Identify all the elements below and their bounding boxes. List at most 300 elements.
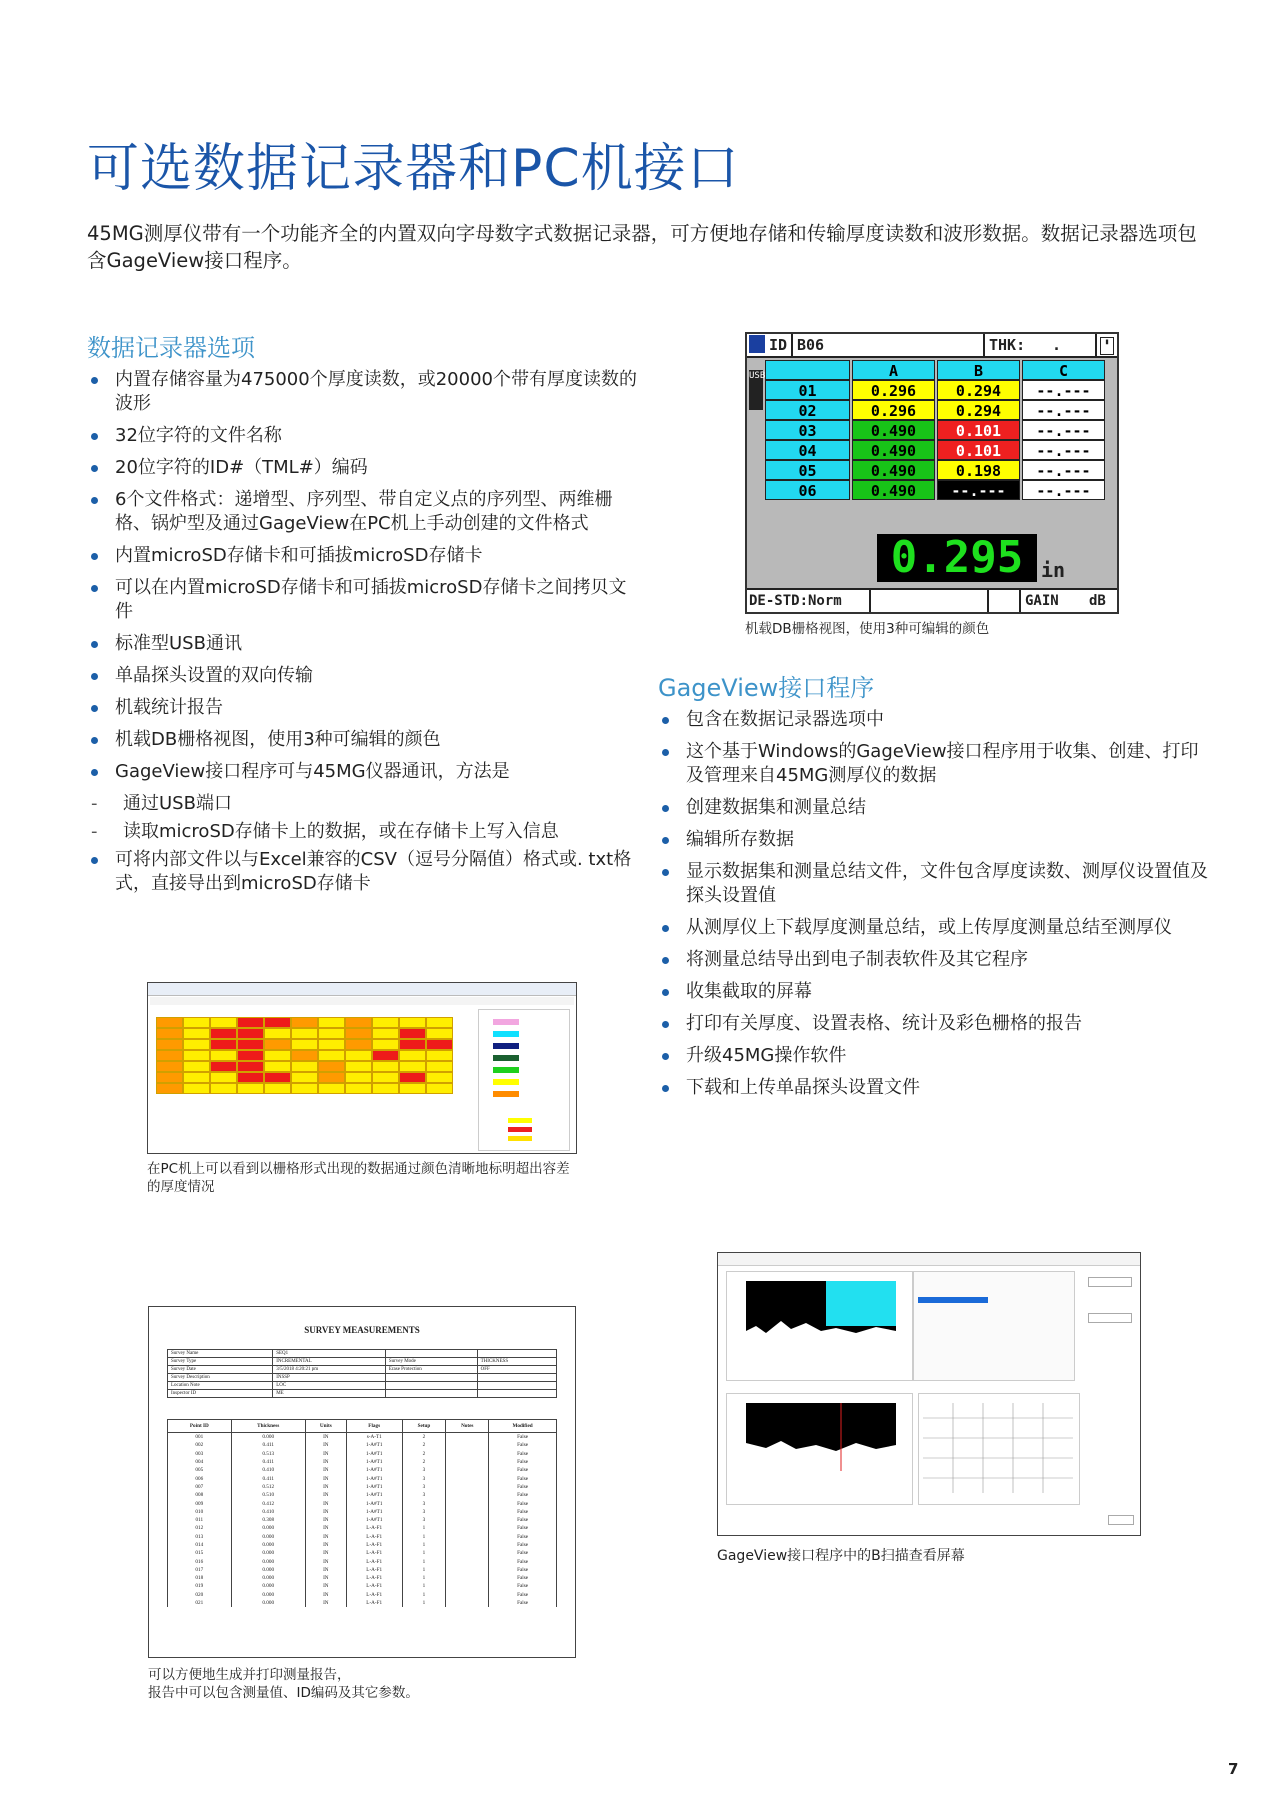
pc-grid-cell: [237, 1061, 264, 1072]
pc-grid-cell: [183, 1039, 210, 1050]
gauge-gain-label: GAIN: [1025, 593, 1059, 609]
survey-cell: False: [489, 1508, 557, 1516]
survey-header-cell: Flags: [346, 1420, 402, 1433]
survey-cell: [446, 1524, 489, 1532]
gauge-column-header: B: [937, 360, 1020, 380]
gauge-cell-c: --.---: [1022, 400, 1105, 420]
survey-measurements-table: [167, 1419, 557, 1607]
survey-cell: False: [489, 1566, 557, 1574]
section-heading-datalogger: 数据记录器选项: [87, 334, 255, 362]
survey-info-cell: [385, 1350, 477, 1358]
survey-cell: 009: [168, 1499, 232, 1507]
pc-grid-cell: [426, 1083, 453, 1094]
survey-title: SURVEY MEASUREMENTS: [304, 1325, 420, 1335]
pc-grid-cell: [372, 1061, 399, 1072]
gauge-cell-c: --.---: [1022, 440, 1105, 460]
gageview-feature-item: 显示数据集和测量总结文件，文件包含厚度读数、测厚仪设置值及探头设置值: [658, 860, 1213, 908]
survey-cell: False: [489, 1474, 557, 1482]
survey-cell: 0.410: [231, 1466, 305, 1474]
gauge-cell-a: 0.296: [852, 400, 935, 420]
pc-grid-cell: [345, 1072, 372, 1083]
pc-grid-cell: [264, 1072, 291, 1083]
datalogger-feature-item: - 通过USB端口: [87, 792, 637, 816]
survey-cell: L-A-F1: [346, 1566, 402, 1574]
survey-cell: [446, 1491, 489, 1499]
pc-grid-cell: [426, 1061, 453, 1072]
survey-cell: 0.411: [231, 1458, 305, 1466]
survey-cell: 1-A#T1: [346, 1508, 402, 1516]
survey-cell: [446, 1533, 489, 1541]
survey-cell: L-A-F1: [346, 1549, 402, 1557]
datalogger-feature-item: 6个文件格式：递增型、序列型、带自定义点的序列型、两维栅格、锅炉型及通过GageView在PC机上手动创建的文件格式: [87, 488, 637, 536]
survey-cell: [446, 1474, 489, 1482]
survey-cell: IN: [305, 1491, 346, 1499]
gauge-row-number: 01: [765, 380, 850, 400]
pc-grid-cell: [237, 1083, 264, 1094]
survey-cell: False: [489, 1582, 557, 1590]
survey-cell: IN: [305, 1474, 346, 1482]
survey-cell: 0.411: [231, 1441, 305, 1449]
pc-grid-cell: [183, 1050, 210, 1061]
survey-cell: [446, 1441, 489, 1449]
survey-cell: IN: [305, 1557, 346, 1565]
survey-cell: 3: [402, 1499, 446, 1507]
gauge-column-header: A: [852, 360, 935, 380]
pc-grid-cell: [426, 1039, 453, 1050]
pc-grid-cell: [426, 1072, 453, 1083]
survey-cell: IN: [305, 1549, 346, 1557]
gauge-cell-b: 0.101: [937, 420, 1020, 440]
pc-grid-cell: [237, 1050, 264, 1061]
gauge-cell-b: 0.101: [937, 440, 1020, 460]
pc-grid-cell: [399, 1017, 426, 1028]
survey-cell: 3: [402, 1516, 446, 1524]
gageview-feature-item: 编辑所存数据: [658, 828, 1213, 852]
pc-grid-cell: [291, 1061, 318, 1072]
survey-cell: 1: [402, 1541, 446, 1549]
survey-cell: 3: [402, 1483, 446, 1491]
gageview-feature-item: 将测量总结导出到电子制表软件及其它程序: [658, 948, 1213, 972]
survey-header-cell: Notes: [446, 1420, 489, 1433]
gauge-db-label: dB: [1089, 593, 1106, 609]
survey-cell: 3: [402, 1491, 446, 1499]
survey-cell: IN: [305, 1582, 346, 1590]
survey-info-cell: Location Note: [168, 1382, 273, 1390]
gauge-mode: DE-STD:Norm: [749, 593, 842, 609]
survey-cell: 1-A#T1: [346, 1458, 402, 1466]
survey-info-cell: [385, 1390, 477, 1398]
survey-cell: [446, 1541, 489, 1549]
caption-gauge: 机载DB栅格视图，使用3种可编辑的颜色: [745, 621, 990, 637]
survey-cell: False: [489, 1533, 557, 1541]
pc-grid-cell: [264, 1017, 291, 1028]
survey-cell: False: [489, 1450, 557, 1458]
survey-report-screenshot: [148, 1306, 576, 1658]
pc-grid-cell: [372, 1072, 399, 1083]
survey-cell: 0.000: [231, 1557, 305, 1565]
pc-grid-cell: [399, 1072, 426, 1083]
survey-cell: L-A-F1: [346, 1574, 402, 1582]
pc-grid-cell: [156, 1028, 183, 1039]
survey-cell: 2: [402, 1441, 446, 1449]
pc-grid-cell: [426, 1050, 453, 1061]
pc-grid-cell: [156, 1061, 183, 1072]
survey-cell: 1-A#T1: [346, 1491, 402, 1499]
datalogger-feature-item: 内置存储容量为475000个厚度读数，或20000个带有厚度读数的波形: [87, 368, 637, 416]
gauge-id-label: ID: [769, 336, 788, 354]
survey-info-cell: [477, 1382, 556, 1390]
survey-cell: IN: [305, 1541, 346, 1549]
pc-grid-cell: [372, 1039, 399, 1050]
survey-cell: [446, 1508, 489, 1516]
pc-grid-cell: [291, 1072, 318, 1083]
gauge-cell-a: 0.490: [852, 420, 935, 440]
gauge-thk-value: .: [1052, 336, 1062, 354]
pc-grid-cell: [156, 1050, 183, 1061]
survey-cell: False: [489, 1591, 557, 1599]
pc-grid-cell: [399, 1083, 426, 1094]
gauge-db-grid-screen: [745, 332, 1119, 614]
survey-cell: [446, 1433, 489, 1442]
pc-grid-cell: [372, 1028, 399, 1039]
survey-cell: 2: [402, 1458, 446, 1466]
pc-grid-cell: [372, 1017, 399, 1028]
survey-cell: 0.000: [231, 1433, 305, 1442]
survey-cell: IN: [305, 1450, 346, 1458]
gauge-column-header: C: [1022, 360, 1105, 380]
survey-cell: L-A-F1: [346, 1524, 402, 1532]
gageview-feature-item: 包含在数据记录器选项中: [658, 708, 1213, 732]
survey-cell: 008: [168, 1491, 232, 1499]
pc-grid-cell: [237, 1017, 264, 1028]
survey-cell: [446, 1549, 489, 1557]
survey-header-cell: Modified: [489, 1420, 557, 1433]
gauge-thickness-reading: 0.295: [877, 534, 1037, 582]
usb-indicator: USB: [749, 370, 763, 410]
survey-cell: [446, 1582, 489, 1590]
survey-cell: L-A-F1: [346, 1591, 402, 1599]
survey-cell: [446, 1566, 489, 1574]
survey-cell: 006: [168, 1474, 232, 1482]
datalogger-feature-item: GageView接口程序可与45MG仪器通讯，方法是: [87, 760, 637, 784]
survey-info-cell: Survey Type: [168, 1358, 273, 1366]
survey-cell: 1: [402, 1524, 446, 1532]
gauge-thk-label: THK:: [989, 336, 1026, 354]
survey-cell: 0.412: [231, 1499, 305, 1507]
survey-info-cell: [477, 1390, 556, 1398]
survey-cell: 017: [168, 1566, 232, 1574]
pc-grid-cell: [237, 1028, 264, 1039]
gageview-feature-item: 创建数据集和测量总结: [658, 796, 1213, 820]
gageview-feature-item: 从测厚仪上下载厚度测量总结，或上传厚度测量总结至测厚仪: [658, 916, 1213, 940]
survey-cell: 3: [402, 1508, 446, 1516]
pc-grid-cell: [210, 1072, 237, 1083]
survey-cell: 1-A#T1: [346, 1466, 402, 1474]
survey-cell: IN: [305, 1524, 346, 1532]
survey-cell: 1-A#T1: [346, 1483, 402, 1491]
survey-info-cell: SEQ1: [273, 1350, 386, 1358]
survey-cell: 019: [168, 1582, 232, 1590]
survey-cell: IN: [305, 1508, 346, 1516]
pc-grid-cell: [345, 1028, 372, 1039]
pc-grid-cell: [156, 1083, 183, 1094]
gauge-row-number: 06: [765, 480, 850, 500]
survey-cell: [446, 1458, 489, 1466]
datalogger-feature-item: 可以在内置microSD存储卡和可插拔microSD存储卡之间拷贝文件: [87, 576, 637, 624]
survey-cell: IN: [305, 1466, 346, 1474]
survey-cell: False: [489, 1524, 557, 1532]
pc-grid-cell: [183, 1017, 210, 1028]
survey-cell: 018: [168, 1574, 232, 1582]
survey-cell: False: [489, 1466, 557, 1474]
survey-cell: False: [489, 1599, 557, 1607]
gageview-feature-list: [658, 708, 1213, 1108]
datalogger-feature-item: 机载统计报告: [87, 696, 637, 720]
gauge-cell-b: 0.198: [937, 460, 1020, 480]
survey-cell: 014: [168, 1541, 232, 1549]
survey-cell: [446, 1516, 489, 1524]
pc-grid-cell: [183, 1028, 210, 1039]
survey-cell: L-A-F1: [346, 1541, 402, 1549]
pc-grid-cell: [318, 1028, 345, 1039]
survey-header-cell: Thickness: [231, 1420, 305, 1433]
survey-info-cell: Erase Protection: [385, 1366, 477, 1374]
survey-cell: [446, 1557, 489, 1565]
pc-grid-cell: [210, 1017, 237, 1028]
pc-grid-cell: [291, 1028, 318, 1039]
survey-cell: False: [489, 1458, 557, 1466]
gauge-cell-c: --.---: [1022, 480, 1105, 500]
survey-cell: [446, 1591, 489, 1599]
survey-cell: IN: [305, 1599, 346, 1607]
survey-cell: 005: [168, 1466, 232, 1474]
pc-grid-cell: [345, 1017, 372, 1028]
pc-grid-cell: [237, 1039, 264, 1050]
pc-grid-cell: [291, 1039, 318, 1050]
survey-cell: 1: [402, 1549, 446, 1557]
survey-cell: 013: [168, 1533, 232, 1541]
survey-cell: 1: [402, 1582, 446, 1590]
survey-cell: 011: [168, 1516, 232, 1524]
survey-cell: IN: [305, 1574, 346, 1582]
datalogger-feature-item: 内置microSD存储卡和可插拔microSD存储卡: [87, 544, 637, 568]
survey-cell: 021: [168, 1599, 232, 1607]
pc-grid-cell: [291, 1083, 318, 1094]
survey-cell: L-A-F1: [346, 1533, 402, 1541]
gageview-feature-item: 这个基于Windows的GageView接口程序用于收集、创建、打印及管理来自45MG测厚仪的数据: [658, 740, 1213, 788]
gageview-feature-item: 升级45MG操作软件: [658, 1044, 1213, 1068]
survey-info-cell: INCREMENTAL: [273, 1358, 386, 1366]
survey-cell: L-A-F1: [346, 1599, 402, 1607]
pc-grid-cell: [399, 1050, 426, 1061]
survey-cell: 0.000: [231, 1524, 305, 1532]
survey-cell: 1-A#T1: [346, 1474, 402, 1482]
survey-cell: 0.000: [231, 1599, 305, 1607]
survey-cell: 0.410: [231, 1508, 305, 1516]
survey-cell: IN: [305, 1458, 346, 1466]
gauge-cell-a: 0.490: [852, 440, 935, 460]
datalogger-feature-item: 单晶探头设置的双向传输: [87, 664, 637, 688]
survey-cell: 0.513: [231, 1450, 305, 1458]
caption-grid-pc: 在PC机上可以看到以栅格形式出现的数据通过颜色清晰地标明超出容差的厚度情况: [147, 1161, 570, 1195]
survey-info-cell: Survey Date: [168, 1366, 273, 1374]
survey-cell: IN: [305, 1499, 346, 1507]
gageview-feature-item: 收集截取的屏幕: [658, 980, 1213, 1004]
survey-cell: IN: [305, 1483, 346, 1491]
survey-cell: [446, 1450, 489, 1458]
pc-grid-cell: [156, 1039, 183, 1050]
gauge-cell-b: --.---: [937, 480, 1020, 500]
pc-grid-cell: [156, 1072, 183, 1083]
survey-info-cell: Survey Name: [168, 1350, 273, 1358]
survey-cell: False: [489, 1433, 557, 1442]
survey-info-cell: ME: [273, 1390, 386, 1398]
pc-grid-cell: [345, 1039, 372, 1050]
gauge-cell-b: 0.294: [937, 400, 1020, 420]
survey-cell: False: [489, 1491, 557, 1499]
pc-grid-cell: [399, 1039, 426, 1050]
survey-cell: 0.000: [231, 1533, 305, 1541]
survey-cell: 1: [402, 1533, 446, 1541]
pc-grid-cell: [318, 1039, 345, 1050]
file-icon: [749, 335, 765, 353]
pc-grid-cell: [318, 1017, 345, 1028]
survey-cell: L-A-F1: [346, 1582, 402, 1590]
pc-grid-cell: [183, 1061, 210, 1072]
survey-info-cell: [385, 1382, 477, 1390]
pc-grid-cell: [372, 1083, 399, 1094]
gageview-feature-item: 下载和上传单晶探头设置文件: [658, 1076, 1213, 1100]
gauge-row-number: 04: [765, 440, 850, 460]
survey-cell: s-A-T1: [346, 1433, 402, 1442]
pc-grid-cell: [237, 1072, 264, 1083]
pc-grid-cell: [210, 1050, 237, 1061]
datalogger-feature-item: 32位字符的文件名称: [87, 424, 637, 448]
gauge-id-value: B06: [797, 336, 825, 354]
pc-grid-cell: [318, 1072, 345, 1083]
pc-grid-cell: [210, 1083, 237, 1094]
pc-grid-cell: [318, 1050, 345, 1061]
survey-cell: 0.510: [231, 1491, 305, 1499]
survey-cell: False: [489, 1441, 557, 1449]
pc-grid-cell: [318, 1061, 345, 1072]
intro-paragraph: 45MG测厚仪带有一个功能齐全的内置双向字母数字式数据记录器，可方便地存储和传输厚度读数和波形数据。数据记录器选项包含GageView接口程序。: [87, 222, 1197, 272]
pc-grid-cell: [345, 1050, 372, 1061]
survey-cell: 001: [168, 1433, 232, 1442]
survey-cell: False: [489, 1499, 557, 1507]
gauge-top-bar: [747, 334, 1117, 358]
survey-cell: IN: [305, 1433, 346, 1442]
gauge-cell-c: --.---: [1022, 460, 1105, 480]
survey-cell: IN: [305, 1441, 346, 1449]
pc-grid-cell: [156, 1017, 183, 1028]
survey-cell: 1: [402, 1566, 446, 1574]
gauge-cell-a: 0.296: [852, 380, 935, 400]
survey-info-table: [167, 1349, 557, 1398]
survey-cell: 1: [402, 1599, 446, 1607]
survey-cell: 1: [402, 1574, 446, 1582]
datalogger-feature-item: 可将内部文件以与Excel兼容的CSV（逗号分隔值）格式或. txt格式，直接导出到microSD存储卡: [87, 848, 637, 896]
survey-info-cell: 3/5/2018 4:20:21 pm: [273, 1366, 386, 1374]
gauge-cell-b: 0.294: [937, 380, 1020, 400]
pc-grid-cell: [264, 1083, 291, 1094]
pc-grid-cell: [318, 1083, 345, 1094]
survey-cell: 0.512: [231, 1483, 305, 1491]
survey-cell: 0.000: [231, 1574, 305, 1582]
pc-grid-cell: [345, 1061, 372, 1072]
datalogger-feature-list: [87, 368, 637, 904]
pc-grid-cell: [210, 1039, 237, 1050]
survey-header-cell: Setup: [402, 1420, 446, 1433]
datalogger-feature-item: 20位字符的ID#（TML#）编码: [87, 456, 637, 480]
gauge-row-number: 02: [765, 400, 850, 420]
pc-grid-cell: [264, 1050, 291, 1061]
bscan-plot-top: [746, 1281, 896, 1349]
pc-grid-cell: [426, 1028, 453, 1039]
survey-cell: 1: [402, 1591, 446, 1599]
survey-cell: 015: [168, 1549, 232, 1557]
caption-report-line2: 报告中可以包含测量值、ID编码及其它参数。: [148, 1685, 419, 1701]
gauge-bottom-bar: [747, 588, 1117, 612]
pc-grid-cell: [291, 1017, 318, 1028]
section-heading-gageview: GageView接口程序: [658, 674, 875, 702]
pc-grid-cell: [399, 1061, 426, 1072]
survey-info-cell: Survey Mode: [385, 1358, 477, 1366]
survey-cell: 3: [402, 1466, 446, 1474]
survey-cell: 0.000: [231, 1549, 305, 1557]
pc-grid-cell: [183, 1083, 210, 1094]
survey-cell: [446, 1574, 489, 1582]
survey-cell: 1-A#T1: [346, 1450, 402, 1458]
survey-cell: 012: [168, 1524, 232, 1532]
pc-grid-cell: [372, 1050, 399, 1061]
survey-cell: 007: [168, 1483, 232, 1491]
survey-cell: False: [489, 1557, 557, 1565]
survey-cell: 020: [168, 1591, 232, 1599]
survey-cell: [446, 1499, 489, 1507]
battery-icon: ▮: [1100, 337, 1114, 355]
survey-cell: False: [489, 1516, 557, 1524]
survey-cell: IN: [305, 1533, 346, 1541]
survey-cell: 0.308: [231, 1516, 305, 1524]
gauge-header-corner: [765, 360, 850, 380]
pc-grid-cell: [426, 1017, 453, 1028]
survey-cell: 2: [402, 1450, 446, 1458]
survey-cell: 0.000: [231, 1566, 305, 1574]
survey-cell: False: [489, 1574, 557, 1582]
survey-cell: IN: [305, 1591, 346, 1599]
survey-cell: IN: [305, 1516, 346, 1524]
bscan-plot-bottom: [746, 1403, 896, 1471]
pc-grid-cell: [345, 1083, 372, 1094]
gauge-cell-a: 0.490: [852, 480, 935, 500]
pc-grid-cell: [264, 1028, 291, 1039]
survey-info-cell: THICKNESS: [477, 1358, 556, 1366]
survey-cell: False: [489, 1549, 557, 1557]
survey-cell: 3: [402, 1474, 446, 1482]
survey-header-cell: Point ID: [168, 1420, 232, 1433]
datalogger-feature-item: - 读取microSD存储卡上的数据，或在存储卡上写入信息: [87, 820, 637, 844]
survey-cell: 1-A#T1: [346, 1516, 402, 1524]
survey-cell: 0.000: [231, 1541, 305, 1549]
survey-cell: [446, 1599, 489, 1607]
gauge-row-number: 03: [765, 420, 850, 440]
survey-info-cell: Inspector ID: [168, 1390, 273, 1398]
page-number: 7: [1228, 1760, 1239, 1778]
survey-cell: 002: [168, 1441, 232, 1449]
datalogger-feature-item: 标准型USB通讯: [87, 632, 637, 656]
gauge-row-number: 05: [765, 460, 850, 480]
